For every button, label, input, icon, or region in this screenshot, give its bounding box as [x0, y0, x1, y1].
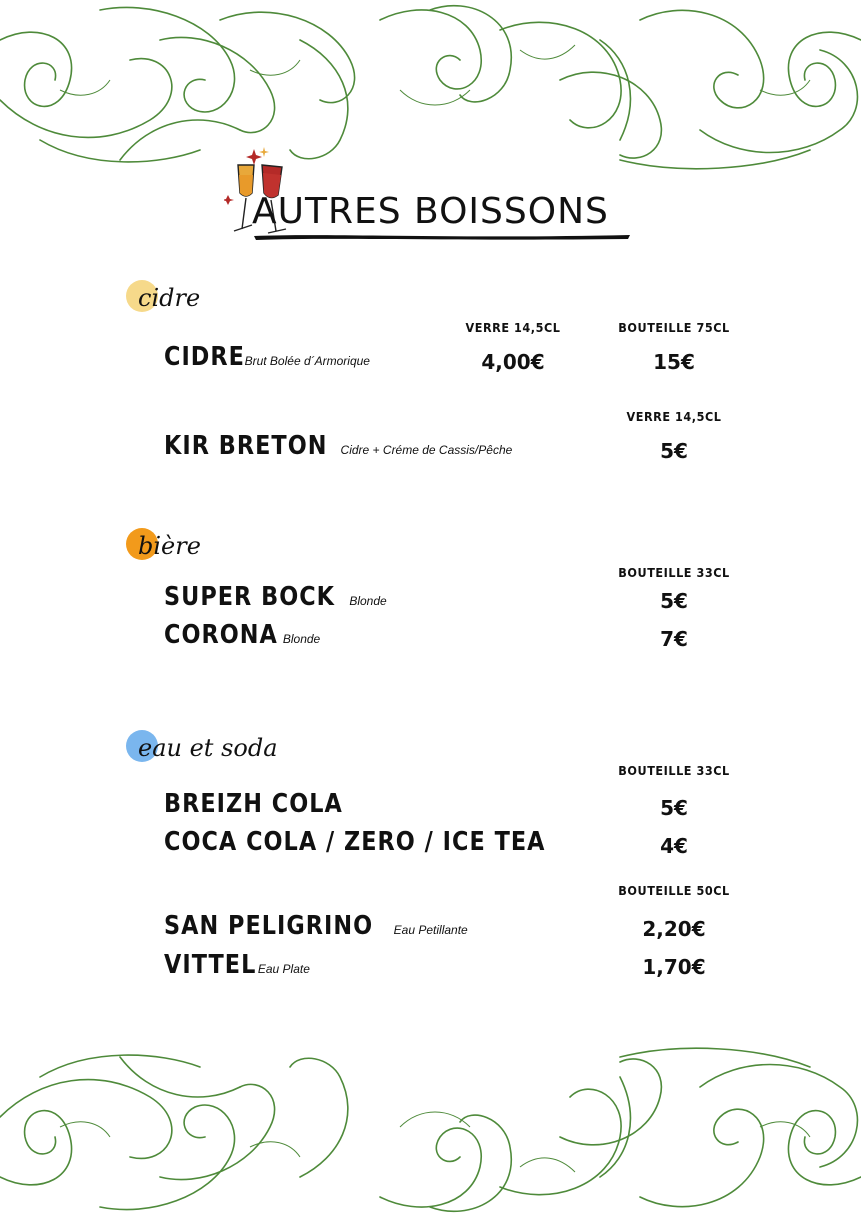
item-name: VITTEL: [164, 950, 257, 980]
item-name: SAN PELIGRINO: [164, 911, 374, 941]
menu-item-vittel: [164, 950, 310, 980]
item-description: Eau Petillante: [393, 923, 468, 937]
section-title-eau-soda: eau et soda: [138, 734, 278, 762]
price-corona: 7€: [660, 627, 688, 651]
item-name: COCA COLA / ZERO / ICE TEA: [164, 827, 546, 857]
price-vittel: 1,70€: [642, 955, 706, 979]
section-heading-eau-soda: [126, 730, 346, 770]
column-label-verre: VERRE 14,5CL: [465, 320, 561, 335]
menu-item-coca-cola: [164, 827, 608, 857]
item-name: BREIZH COLA: [164, 789, 343, 819]
page-title: AUTRES BOISSONS: [252, 191, 609, 232]
section-title-biere: bière: [138, 532, 201, 560]
item-description: Eau Plate: [257, 962, 310, 976]
menu-item-kir-breton: [164, 431, 512, 461]
price-cidre-verre: 4,00€: [481, 350, 545, 374]
item-description: Brut Bolée d´Armorique: [244, 354, 370, 368]
column-label-bouteille-33-biere: BOUTEILLE 33CL: [618, 565, 730, 580]
menu-item-breizh-cola: [164, 789, 372, 819]
section-title-cidre: cidre: [138, 284, 201, 312]
item-description: Blonde: [282, 632, 321, 646]
column-label-bouteille-50: BOUTEILLE 50CL: [618, 883, 730, 898]
item-description: Cidre + Créme de Cassis/Pêche: [340, 443, 513, 457]
title-block: [222, 145, 652, 245]
item-name: CORONA: [164, 620, 278, 650]
price-coca-cola: 4€: [660, 834, 688, 858]
item-name: CIDRE: [164, 342, 245, 372]
column-label-verre-kir: VERRE 14,5CL: [626, 409, 722, 424]
item-name: KIR BRETON: [164, 431, 328, 461]
price-kir-breton: 5€: [660, 439, 688, 463]
price-breizh-cola: 5€: [660, 796, 688, 820]
item-name: SUPER BOCK: [164, 582, 336, 612]
price-san-peligrino: 2,20€: [642, 917, 706, 941]
price-cidre-bouteille: 15€: [653, 350, 695, 374]
section-heading-cidre: [126, 280, 346, 320]
menu-item-san-peligrino: [164, 911, 468, 941]
bottom-floral-ornament: [0, 1037, 861, 1217]
menu-item-corona: [164, 620, 320, 650]
section-heading-biere: [126, 528, 346, 568]
menu-item-super-bock: [164, 582, 387, 612]
column-label-bouteille-33-soda: BOUTEILLE 33CL: [618, 763, 730, 778]
price-super-bock: 5€: [660, 589, 688, 613]
menu-item-cidre: [164, 342, 370, 372]
column-label-bouteille-75: BOUTEILLE 75CL: [618, 320, 730, 335]
item-description: Blonde: [349, 594, 387, 608]
title-underline-brush: [252, 231, 632, 241]
